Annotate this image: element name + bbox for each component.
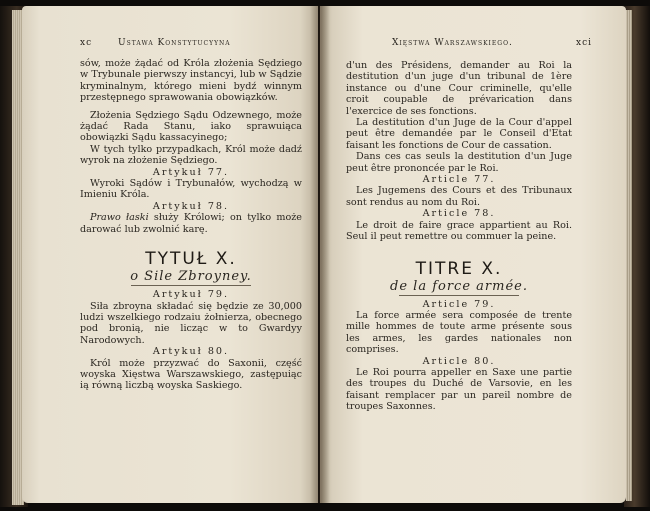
right-paragraph-5: Le droit de faire grace appartient au Roi. Seul il peut remettre ou commuer la peine. [346,219,572,243]
left-paragraph-5-rest: służy Królowi; on tylko może darować lub zwolnić karę. [80,212,302,235]
left-page-body [80,58,302,392]
right-paragraph-3: Dans ces cas seuls la destitution d'un Juge peut être prononcée par le Roi. [346,151,572,174]
left-paragraph-2: Złożenia Sędziego Sądu Odzewnego, może żądać Rada Stanu, iako sprawuiąca obowiązki Sądu kassacyinego; [80,109,302,144]
right-paragraph-1: d'un des Présidens, demander au Roi la destitution d'un juge d'un tribunal de 1ère instance ou d'une Cour criminelle, qu'elle croit coupable de prévarication dans l'exercice de ses fonctions. [346,60,572,117]
left-paragraph-3: W tych tylko przypadkach, Król może dadź wyrok na złożenie Sędziego. [80,143,302,167]
left-subtitle: o Sile Zbroyney. [130,269,252,285]
right-title-heading: TITRE X. [415,258,503,279]
right-paragraph-6: La force armée sera composée de trente mille hommes de toute arme présente sous les armes, les gardes nationales non comprises. [346,309,572,356]
right-subtitle: de la force armée. [390,278,528,294]
page-edges-right [626,10,632,501]
left-page [22,6,318,503]
left-article-80-heading: Artykuł 80. [152,346,230,358]
left-paragraph-7: Król może przyzwać do Saxonii, część woyska Xięstwa Warszawskiego, zastępuiąc ią równą liczbą woyska Saskiego. [80,357,302,392]
left-paragraph-6: Siła zbroyna składać się będzie ze 30,000 ludzi wszelkiego rodzaiu żołnierza, obecnego pod bronią, nie licząc w to Gwardyy Narodowych. [80,300,302,346]
right-folio: xci [576,38,592,48]
left-article-78-heading: Artykuł 78. [152,200,230,212]
left-article-77-heading: Artykuł 77. [152,166,230,178]
right-page-body [346,60,572,413]
right-paragraph-7: Le Roi pourra appeller en Saxe une partie des troupes du Duché de Varsovie, en les faisant remplacer par un pareil nombre de troupes Saxonnes. [346,366,572,413]
right-article-77-heading: Article 77. [422,174,496,186]
book-gutter [310,6,330,503]
left-title-heading: TYTUŁ X. [145,249,237,270]
right-article-79-heading: Article 79. [422,298,496,310]
right-paragraph-4: Les Jugemens des Cours et des Tribunaux sont rendus au nom du Roi. [346,185,572,208]
right-page [320,6,626,503]
left-running-head: Ustawa Konstytucyyna [118,38,231,48]
left-paragraph-5 [80,212,302,235]
right-article-80-heading: Article 80. [422,355,496,367]
right-paragraph-2: La destitution d'un Juge de la Cour d'appel peut être demandée par le Conseil d'Etat faisant les fonctions de Cour de cassation. [346,117,572,151]
left-article-79-heading: Artykuł 79. [152,289,230,301]
left-paragraph-5-italic: Prawo łaski [90,212,149,224]
left-paragraph-1: sów, może żądać od Króla złożenia Sędziego w Trybunale pierwszy instancyi, lub w Sądzie kryminalnym, którego mieni bydź winnym przestępnego sprawowania obowiązków. [80,58,302,104]
right-article-78-heading: Article 78. [422,208,496,220]
left-folio: xc [80,38,93,48]
right-running-head: Xięstwa Warszawskiego. [392,38,513,48]
left-paragraph-4: Wyroki Sądów i Trybunałów, wychodzą w Imieniu Króla. [80,178,302,201]
